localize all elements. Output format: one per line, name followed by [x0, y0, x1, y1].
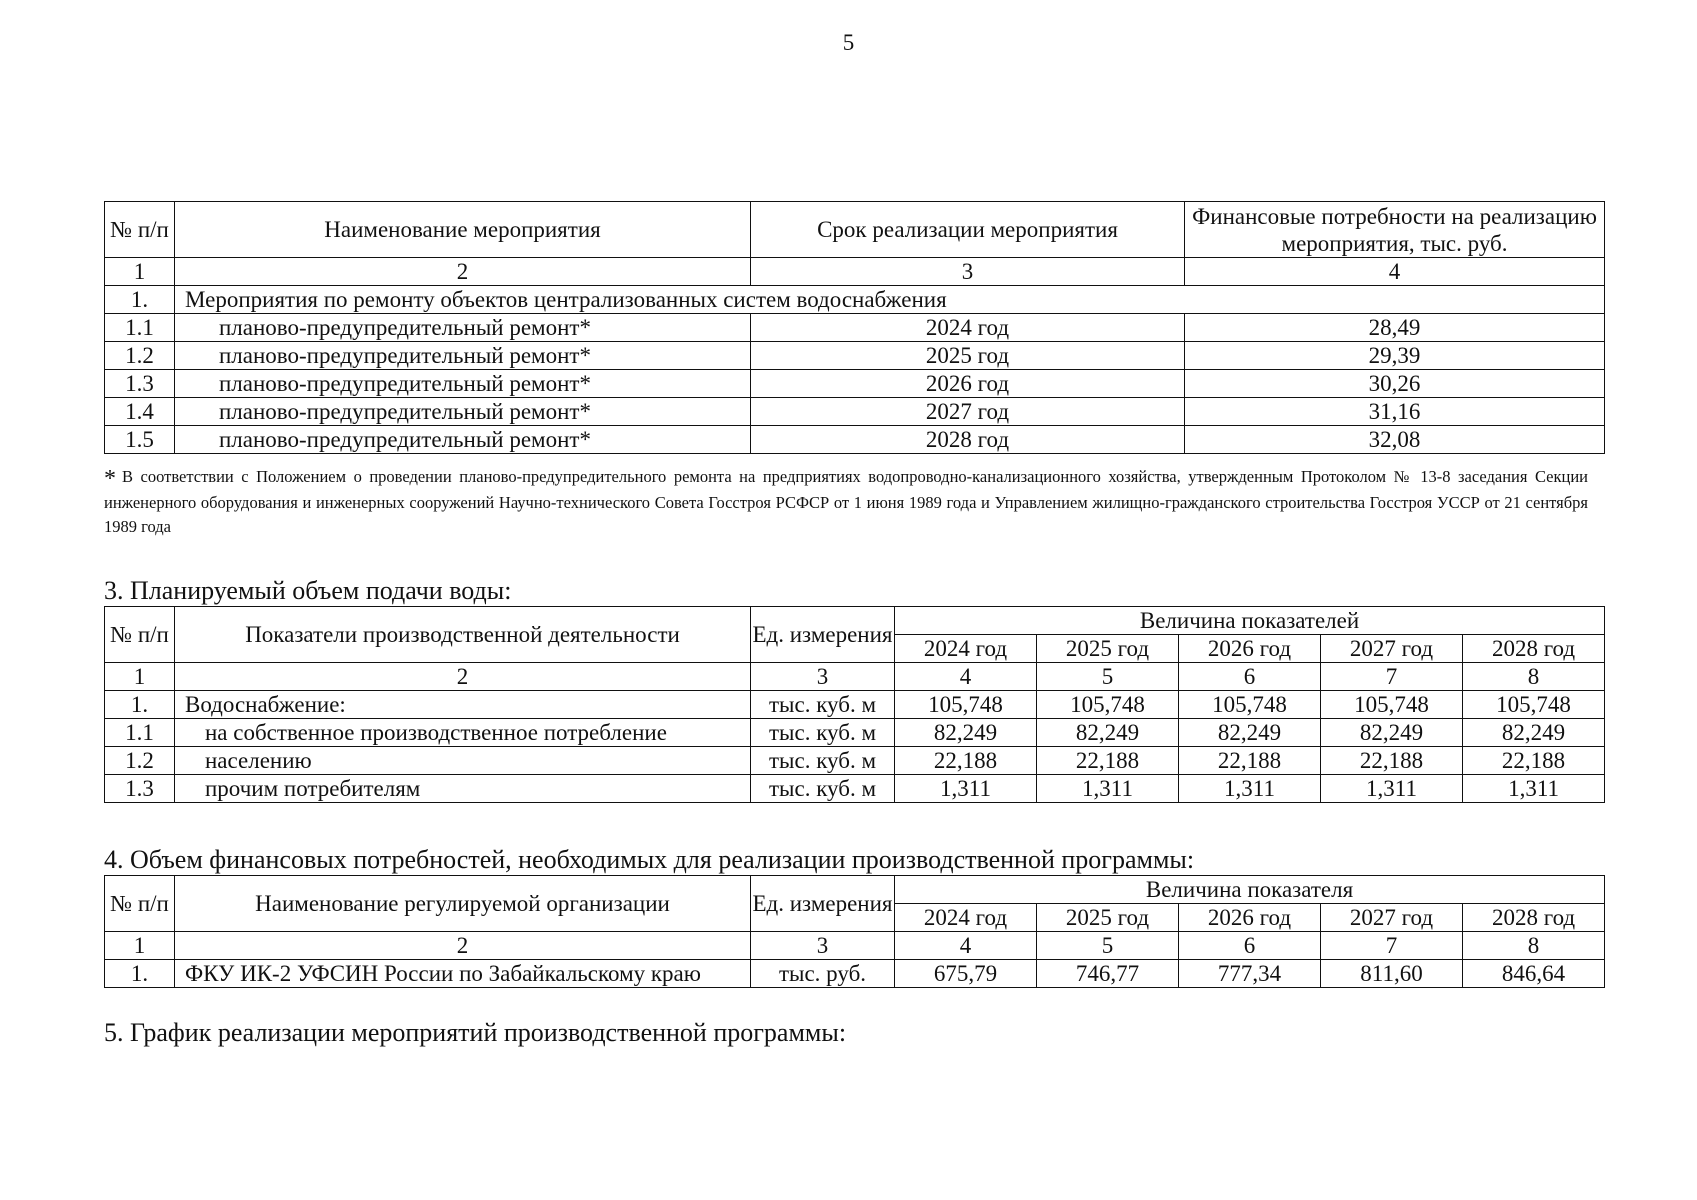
table-row — [105, 775, 1605, 803]
table-row — [105, 398, 1605, 426]
measure-term: 2028 год — [751, 426, 1185, 454]
column-number: 2 — [175, 932, 751, 960]
header-year: 2026 год — [1179, 635, 1321, 663]
indicator-name: населению — [175, 747, 751, 775]
column-number: 2 — [175, 258, 751, 286]
measure-name: планово-предупредительный ремонт* — [175, 426, 751, 454]
measure-term: 2027 год — [751, 398, 1185, 426]
column-number: 5 — [1037, 663, 1179, 691]
organization-name: ФКУ ИК-2 УФСИН России по Забайкальскому краю — [175, 960, 751, 988]
header-year: 2025 год — [1037, 635, 1179, 663]
table-row — [105, 342, 1605, 370]
column-number: 5 — [1037, 932, 1179, 960]
indicator-name: на собственное производственное потребление — [175, 719, 751, 747]
section-4-heading: 4. Объем финансовых потребностей, необходимых для реализации производственной программы: — [104, 845, 1195, 874]
column-number: 1 — [105, 663, 175, 691]
column-number-row — [105, 932, 1605, 960]
value-cell: 1,311 — [1321, 775, 1463, 803]
table-header-row — [105, 876, 1605, 904]
water-supply-table — [104, 606, 1605, 803]
value-cell: 22,188 — [1037, 747, 1179, 775]
header-num: № п/п — [105, 202, 175, 258]
row-num: 1.3 — [105, 775, 175, 803]
footnote-text: В соответствии с Положением о проведении планово-предупредительного ремонта на предприятиях водопроводно-канализационного хозяйства, утвержденным Протоколом № 13-8 заседания Секции инженерного оборудования и инженерных сооружений Научно-технического Совета Госстроя РСФСР от 1 июня 1989 года и Управлением жилищно-гражданского строительства Госстроя УССР от 21 сентября 1989 года — [104, 467, 1588, 536]
row-num: 1.1 — [105, 314, 175, 342]
header-organization: Наименование регулируемой организации — [175, 876, 751, 932]
header-num: № п/п — [105, 607, 175, 663]
measures-table — [104, 201, 1605, 454]
value-cell: 105,748 — [1179, 691, 1321, 719]
column-number: 1 — [105, 258, 175, 286]
table-row — [105, 691, 1605, 719]
group-row — [105, 286, 1605, 314]
unit: тыс. куб. м — [751, 691, 895, 719]
value-cell: 105,748 — [1037, 691, 1179, 719]
unit: тыс. руб. — [751, 960, 895, 988]
column-number: 3 — [751, 663, 895, 691]
footnote-star: * — [104, 466, 116, 492]
header-year: 2027 год — [1321, 635, 1463, 663]
column-number: 4 — [1185, 258, 1605, 286]
value-cell: 1,311 — [1463, 775, 1605, 803]
indicator-name: Водоснабжение: — [175, 691, 751, 719]
measure-finance: 28,49 — [1185, 314, 1605, 342]
unit: тыс. куб. м — [751, 747, 895, 775]
row-num: 1. — [105, 691, 175, 719]
section-5-heading: 5. График реализации мероприятий производственной программы: — [104, 1018, 847, 1047]
value-cell: 105,748 — [1463, 691, 1605, 719]
header-year: 2024 год — [895, 635, 1037, 663]
header-indicator: Показатели производственной деятельности — [175, 607, 751, 663]
value-cell: 1,311 — [895, 775, 1037, 803]
header-year: 2027 год — [1321, 904, 1463, 932]
table-row — [105, 719, 1605, 747]
measure-term: 2024 год — [751, 314, 1185, 342]
header-num: № п/п — [105, 876, 175, 932]
column-number: 8 — [1463, 932, 1605, 960]
column-number: 1 — [105, 932, 175, 960]
column-number: 7 — [1321, 932, 1463, 960]
indicator-name: прочим потребителям — [175, 775, 751, 803]
column-number: 3 — [751, 258, 1185, 286]
section-3-heading: 3. Планируемый объем подачи воды: — [104, 576, 512, 605]
header-unit: Ед. измерения — [751, 876, 895, 932]
value-cell: 82,249 — [1463, 719, 1605, 747]
table-row — [105, 960, 1605, 988]
unit: тыс. куб. м — [751, 719, 895, 747]
page-number: 5 — [842, 30, 855, 55]
value-cell: 675,79 — [895, 960, 1037, 988]
column-number-row — [105, 663, 1605, 691]
value-cell: 746,77 — [1037, 960, 1179, 988]
value-cell: 22,188 — [1463, 747, 1605, 775]
value-cell: 846,64 — [1463, 960, 1605, 988]
group-title: Мероприятия по ремонту объектов централизованных систем водоснабжения — [175, 286, 1605, 314]
table-row — [105, 314, 1605, 342]
table-row — [105, 426, 1605, 454]
value-cell: 22,188 — [895, 747, 1037, 775]
value-cell: 105,748 — [895, 691, 1037, 719]
header-year: 2028 год — [1463, 904, 1605, 932]
column-number: 3 — [751, 932, 895, 960]
measure-name: планово-предупредительный ремонт* — [175, 342, 751, 370]
measure-name: планово-предупредительный ремонт* — [175, 370, 751, 398]
measure-name: планово-предупредительный ремонт* — [175, 314, 751, 342]
row-num: 1. — [105, 960, 175, 988]
footnote — [104, 465, 1588, 539]
measure-finance: 32,08 — [1185, 426, 1605, 454]
measure-term: 2026 год — [751, 370, 1185, 398]
header-year: 2026 год — [1179, 904, 1321, 932]
row-num: 1.5 — [105, 426, 175, 454]
header-year: 2024 год — [895, 904, 1037, 932]
value-cell: 22,188 — [1179, 747, 1321, 775]
column-number: 6 — [1179, 932, 1321, 960]
measure-term: 2025 год — [751, 342, 1185, 370]
value-cell: 1,311 — [1179, 775, 1321, 803]
measure-name: планово-предупредительный ремонт* — [175, 398, 751, 426]
measure-finance: 30,26 — [1185, 370, 1605, 398]
value-cell: 82,249 — [1179, 719, 1321, 747]
column-number: 7 — [1321, 663, 1463, 691]
header-year: 2025 год — [1037, 904, 1179, 932]
header-finance: Финансовые потребности на реализацию мероприятия, тыс. руб. — [1185, 202, 1605, 258]
column-number: 8 — [1463, 663, 1605, 691]
row-num: 1. — [105, 286, 175, 314]
table-header-row — [105, 607, 1605, 635]
row-num: 1.4 — [105, 398, 175, 426]
row-num: 1.2 — [105, 342, 175, 370]
value-cell: 811,60 — [1321, 960, 1463, 988]
measure-finance: 31,16 — [1185, 398, 1605, 426]
column-number: 4 — [895, 932, 1037, 960]
value-cell: 82,249 — [895, 719, 1037, 747]
header-values: Величина показателей — [895, 607, 1605, 635]
column-number: 4 — [895, 663, 1037, 691]
value-cell: 82,249 — [1037, 719, 1179, 747]
column-number: 6 — [1179, 663, 1321, 691]
header-measure-name: Наименование мероприятия — [175, 202, 751, 258]
table-row — [105, 747, 1605, 775]
header-term: Срок реализации мероприятия — [751, 202, 1185, 258]
header-values: Величина показателя — [895, 876, 1605, 904]
table-row — [105, 370, 1605, 398]
table-header-row — [105, 202, 1605, 258]
unit: тыс. куб. м — [751, 775, 895, 803]
column-number: 2 — [175, 663, 751, 691]
measure-finance: 29,39 — [1185, 342, 1605, 370]
financial-needs-table — [104, 875, 1605, 988]
value-cell: 777,34 — [1179, 960, 1321, 988]
value-cell: 105,748 — [1321, 691, 1463, 719]
header-unit: Ед. измерения — [751, 607, 895, 663]
row-num: 1.1 — [105, 719, 175, 747]
value-cell: 82,249 — [1321, 719, 1463, 747]
column-number-row — [105, 258, 1605, 286]
value-cell: 22,188 — [1321, 747, 1463, 775]
header-year: 2028 год — [1463, 635, 1605, 663]
value-cell: 1,311 — [1037, 775, 1179, 803]
row-num: 1.3 — [105, 370, 175, 398]
row-num: 1.2 — [105, 747, 175, 775]
